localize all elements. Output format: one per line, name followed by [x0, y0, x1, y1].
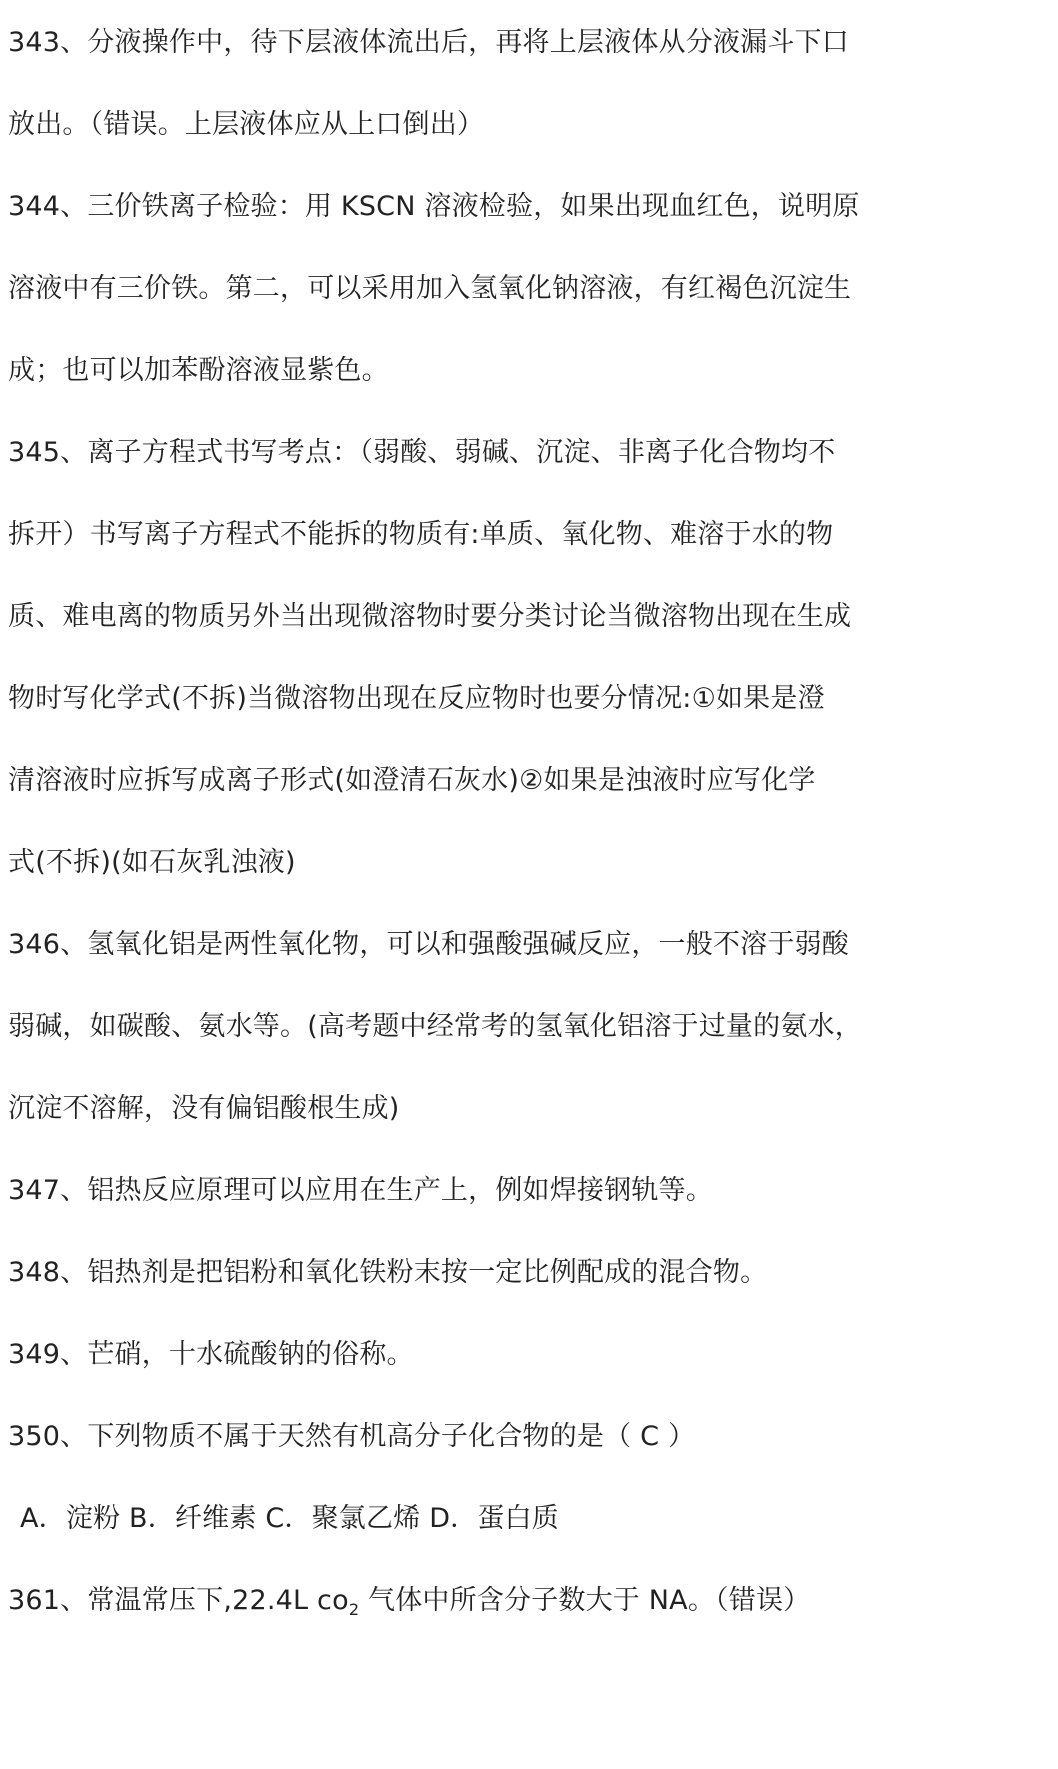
text-line-last — [8, 1560, 1050, 1642]
text-line: 放出。（错误。上层液体应从上口倒出） — [8, 109, 485, 140]
text-line: 345、离子方程式书写考点：（弱酸、弱碱、沉淀、非离子化合物均不 — [8, 437, 836, 468]
text-line: 物时写化学式(不拆)当微溶物出现在反应物时也要分情况:①如果是澄 — [8, 683, 825, 714]
text-line: 弱碱，如碳酸、氨水等。(高考题中经常考的氢氧化铝溶于过量的氨水， — [8, 1011, 862, 1042]
text-line: 349、芒硝，十水硫酸钠的俗称。 — [8, 1339, 414, 1370]
text-line: 溶液中有三价铁。第二，可以采用加入氢氧化钠溶液，有红褐色沉淀生 — [8, 273, 852, 304]
text-line: 348、铝热剂是把铝粉和氧化铁粉末按一定比例配成的混合物。 — [8, 1257, 768, 1288]
text-line: 质、难电离的物质另外当出现微溶物时要分类讨论当微溶物出现在生成 — [8, 601, 852, 632]
text-line: 346、氢氧化铝是两性氧化物，可以和强酸强碱反应，一般不溶于弱酸 — [8, 929, 849, 960]
text-line: 344、三价铁离子检验：用 KSCN 溶液检验，如果出现血红色，说明原 — [8, 191, 860, 222]
text-line: 式(不拆)(如石灰乳浊液) — [8, 847, 296, 878]
text-line: 成；也可以加苯酚溶液显紫色。 — [8, 355, 389, 386]
text-line: 沉淀不溶解，没有偏铝酸根生成) — [8, 1093, 400, 1124]
text-line: 343、分液操作中，待下层液体流出后，再将上层液体从分液漏斗下口 — [8, 27, 849, 58]
answer-options-line: A．淀粉 B．纤维素 C．聚氯乙烯 D．蛋白质 — [20, 1503, 559, 1534]
text-line: 347、铝热反应原理可以应用在生产上，例如焊接钢轨等。 — [8, 1175, 713, 1206]
subscript-two: 2 — [348, 1600, 360, 1619]
text-line: 拆开）书写离子方程式不能拆的物质有:单质、氧化物、难溶于水的物 — [8, 519, 834, 550]
text-line: 清溶液时应拆写成离子形式(如澄清石灰水)②如果是浊液时应写化学 — [8, 765, 816, 796]
text-line: 350、下列物质不属于天然有机高分子化合物的是（ C ） — [8, 1421, 696, 1452]
last-line-suffix: 气体中所含分子数大于 NA。（错误） — [359, 1585, 811, 1616]
last-line-prefix: 361、常温常压下,22.4L co — [8, 1585, 349, 1616]
